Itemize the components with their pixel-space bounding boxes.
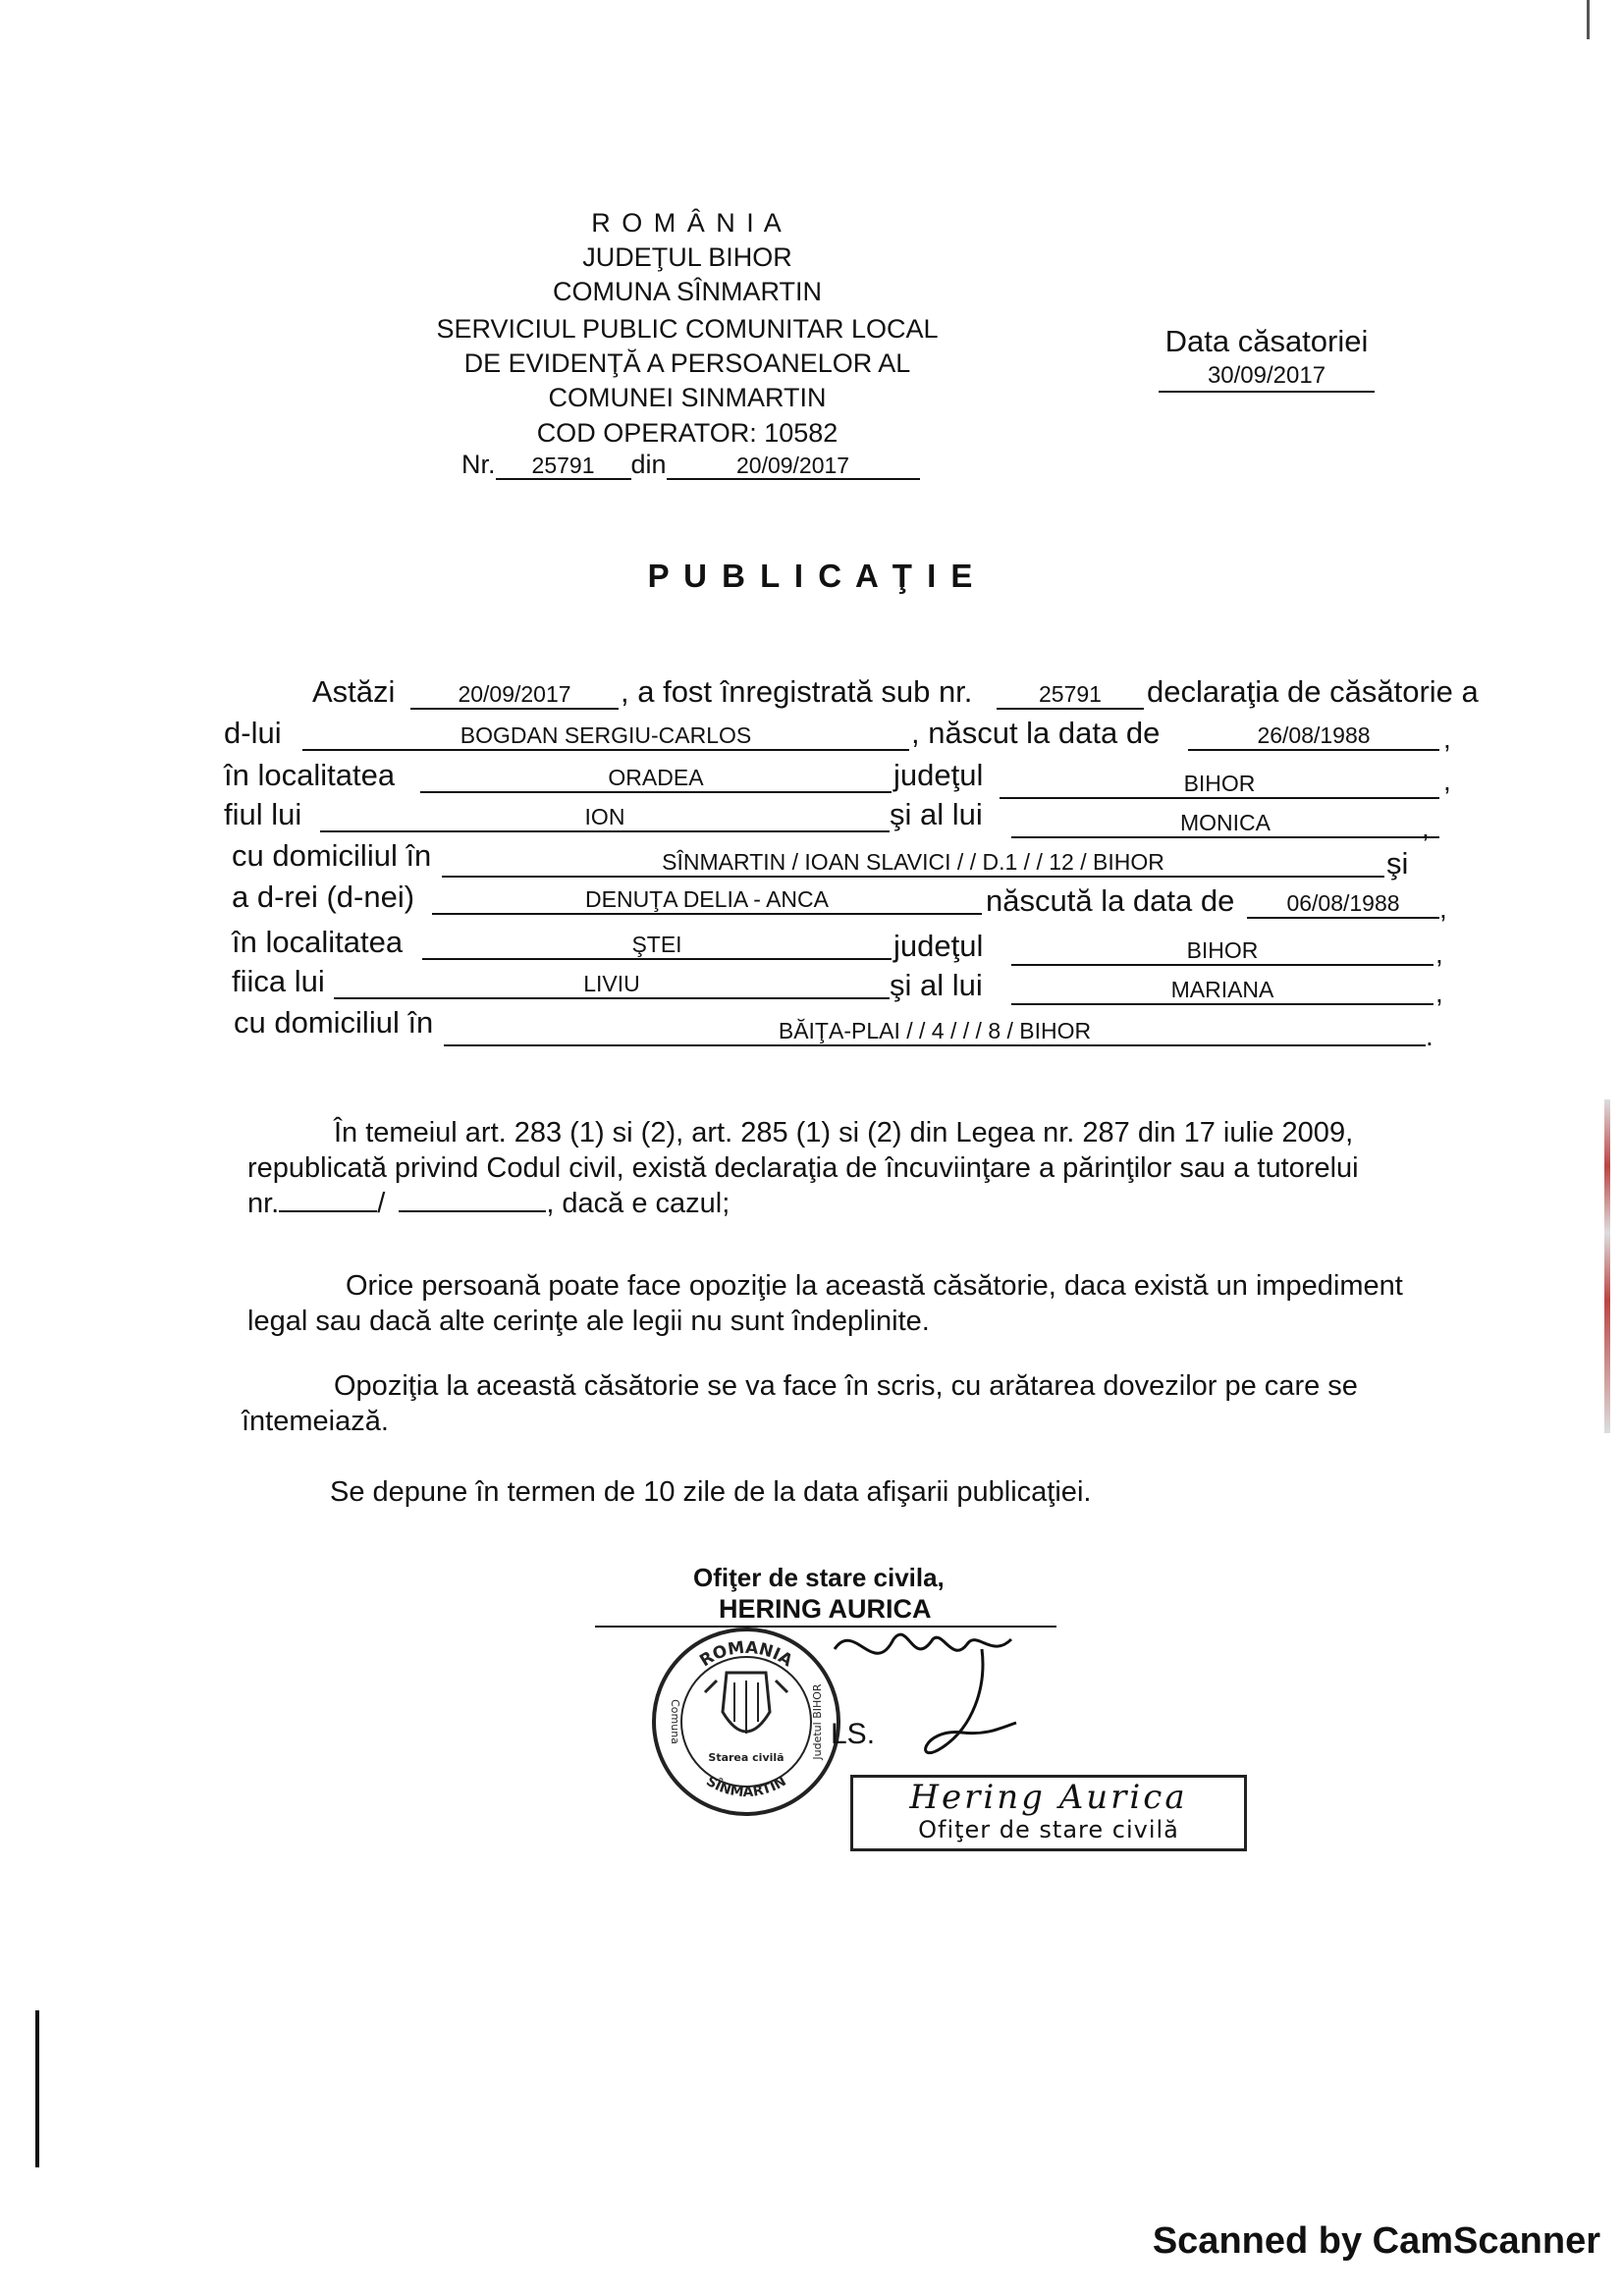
name-stamp [850,1775,1247,1851]
groom-birth-value: 26/08/1988 [1188,721,1439,751]
row-bride-locality [0,923,1623,969]
legal-line3 [247,1188,730,1220]
officer-role: Ofiţer de stare civila, [693,1563,945,1592]
legal-end: , dacă e cazul; [546,1188,730,1219]
stamp-name: Hering Aurica [909,1778,1188,1817]
din-label: din [630,450,667,479]
header-county: JUDEŢUL BIHOR [582,242,792,272]
seal-top-text: ROMANIA [696,1637,796,1672]
nr-label: Nr. [461,450,496,479]
groom-locality-value: ORADEA [420,764,892,793]
legal-nr-label: nr. [247,1188,280,1219]
registered-text: , a fost înregistrată sub nr. [621,674,973,709]
seal-center-text: Starea civilă [708,1751,784,1764]
written-line1: Opoziţia la această căsătorie se va face în scris, cu arătarea dovezilor pe care se [334,1370,1358,1402]
dlui-label: d-lui [224,716,282,750]
scanner-watermark: Scanned by CamScanner [1152,2220,1600,2262]
legal-line1: În temeiul art. 283 (1) si (2), art. 285 (1) si (2) din Legea nr. 287 din 17 iulie 2009, [334,1117,1354,1148]
row-bride-parents [0,962,1623,1008]
astazi-label: Astăzi [312,674,396,709]
county-label: judeţul [893,929,984,963]
marriage-date-label: Data căsatoriei [1164,324,1369,358]
bride-locality-value: ŞTEI [422,931,892,960]
comma: , [1443,723,1451,754]
header-nr-line [461,450,920,480]
svg-text:ROMANIA [696,1638,796,1672]
scan-edge-mark [1587,0,1590,39]
locality-label: în localitatea [224,758,396,792]
header-commune: COMUNA SÎNMARTIN [552,277,823,306]
svg-text:SÎNMARTIN [703,1774,788,1801]
groom-mother-value: MONICA [1011,809,1439,838]
born-f-text: născută la data de [986,883,1235,918]
bride-county-value: BIHOR [1011,936,1434,966]
officer-name: HERING AURICA [719,1594,932,1624]
bride-birth-value: 06/08/1988 [1247,889,1439,919]
groom-county-value: BIHOR [1000,770,1439,799]
opposition-line2: legal sau dacă alte cerinţe ale legii nu sunt îndeplinite. [247,1306,930,1337]
legal-line2: republicată privind Codul civil, există declaraţia de încuviinţare a părinţilor sau a tutorelui [247,1152,1359,1184]
seal-bottom-text: SÎNMARTIN [703,1773,789,1801]
born-text: , născut la data de [911,716,1161,750]
header-office-line3: COMUNEI SINMARTIN [548,383,827,412]
reg-nr-value: 25791 [997,680,1144,710]
daughter-label: fiica lui [232,964,325,998]
row-astazi [0,672,1623,714]
nr-value: 25791 [496,453,631,480]
row-bride-domicile [0,1003,1623,1051]
comma: , [1422,813,1430,843]
legal-slash: / [377,1188,386,1219]
bride-domicile-value: BĂIŢA-PLAI / / 4 / / / 8 / BIHOR [444,1017,1426,1046]
domicile-label: cu domiciliul în [232,838,432,873]
comma: , [1443,766,1451,796]
and-label: şi al lui [890,968,983,1002]
seal-left-text: Comuna [669,1699,681,1744]
legal-nr-blank2 [399,1189,546,1212]
header-office-line2: DE EVIDENŢĂ A PERSOANELOR AL [463,348,911,378]
groom-name-value: BOGDAN SERGIU-CARLOS [302,721,909,751]
locality-label: în localitatea [232,925,404,959]
bride-mother-value: MARIANA [1011,976,1434,1005]
row-groom-parents [0,795,1623,843]
drei-label: a d-rei (d-nei) [232,880,415,914]
stamp-role: Ofiţer de stare civilă [918,1816,1179,1843]
period: . [1426,1021,1434,1051]
bride-father-value: LIVIU [334,970,890,999]
astazi-value: 20/09/2017 [410,680,619,710]
and-label: şi al lui [890,797,983,831]
ls-mark: LS. [831,1718,876,1750]
row-groom-domicile [0,836,1623,881]
comma: , [1435,978,1443,1008]
document-title: P U B L I C A Ţ I E [647,558,976,594]
scan-edge-color [1604,1099,1610,1433]
scan-edge-line [35,2010,39,2167]
coat-of-arms-icon [705,1673,787,1734]
written-line2: întemeiază. [242,1406,389,1437]
din-value: 20/09/2017 [667,453,920,480]
header-office-line1: SERVICIUL PUBLIC COMUNITAR LOCAL [436,314,939,344]
comma: , [1439,893,1447,924]
row-groom-locality [0,756,1623,797]
declaration-text: declaraţia de căsătorie a [1147,674,1479,709]
groom-father-value: ION [320,803,890,832]
opposition-line1: Orice persoană poate face opoziţie la această căsătorie, daca există un impediment [346,1270,1403,1302]
deadline-line: Se depune în termen de 10 zile de la data afişarii publicaţiei. [330,1476,1092,1508]
marriage-date-value: 30/09/2017 [1159,361,1375,393]
header-country: R O M Â N I A [591,208,784,238]
row-groom-name [0,714,1623,755]
header-operator-code: COD OPERATOR: 10582 [536,418,839,448]
seal-right-text: Judetul BIHOR [811,1683,824,1760]
son-label: fiul lui [224,797,302,831]
county-label: judeţul [893,758,984,792]
legal-nr-blank [279,1189,377,1212]
comma: , [1435,938,1443,969]
bride-name-value: DENUŢA DELIA - ANCA [432,885,982,915]
row-bride-name [0,878,1623,924]
si-label: şi [1386,846,1409,881]
handwritten-signature-icon [815,1610,1041,1777]
groom-domicile-value: SÎNMARTIN / IOAN SLAVICI / / D.1 / / 12 / BIHOR [442,848,1384,878]
domicile-label: cu domiciliul în [234,1005,434,1040]
